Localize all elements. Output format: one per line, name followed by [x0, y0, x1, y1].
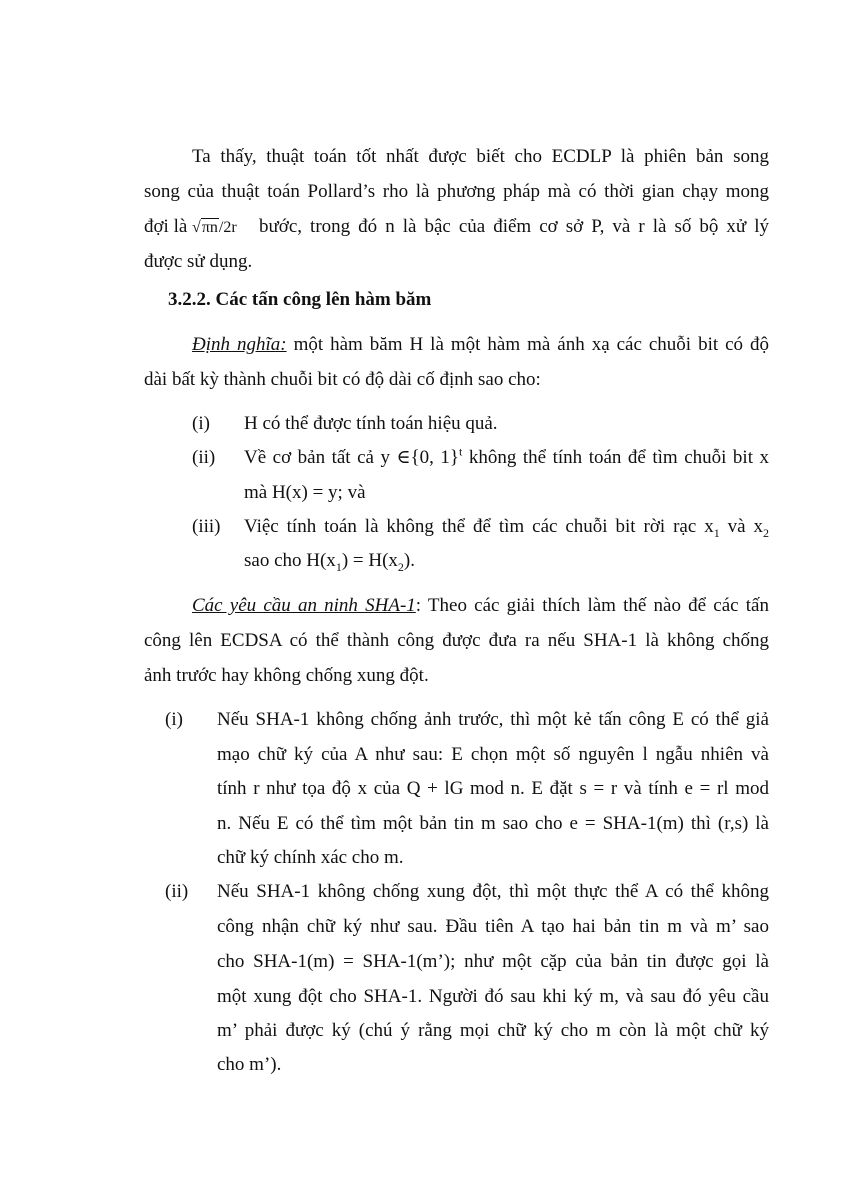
- sha-line-3: ảnh trước hay không chống xung đột.: [144, 665, 429, 686]
- sha-item-2-line-2: công nhận chữ ký như sau. Đầu tiên A tạo hai bản tin m và m’ sao: [217, 916, 769, 937]
- sha-label: Các yêu cầu an ninh SHA-1: [192, 595, 416, 616]
- sha-item-2-line-6: cho m’).: [217, 1054, 282, 1075]
- superscript-t: t: [459, 444, 463, 459]
- subscript-2: 2: [763, 525, 769, 540]
- sha-line-2: công lên ECDSA có thể thành công được đưa ra nếu SHA-1 là không chống: [144, 630, 769, 651]
- sha-item-2-line-3: cho SHA-1(m) = SHA-1(m’); như một cặp của bản tin được gọi là: [217, 951, 769, 972]
- def-item-3-line-2-b: ) = H(x: [341, 550, 398, 571]
- sha-item-2-number: (ii): [165, 881, 189, 902]
- sha-item-1-line-1: Nếu SHA-1 không chống ảnh trước, thì một kẻ tấn công E có thể giả: [217, 709, 769, 730]
- sha-item-1-line-2: mạo chữ ký của A như sau: E chọn một số nguyên l ngẫu nhiên và: [217, 744, 769, 765]
- paragraph-1-line-1: Ta thấy, thuật toán tốt nhất được biết cho ECDLP là phiên bản song: [192, 146, 769, 167]
- def-item-3-line-2: [244, 549, 415, 573]
- def-item-2-line-2: mà H(x) = y; và: [244, 482, 366, 503]
- def-item-3-line-2-c: ).: [403, 550, 415, 571]
- paragraph-1-line-4: được sử dụng.: [144, 251, 253, 272]
- def-item-2-line-1: [244, 446, 769, 470]
- subscript-1b: 1: [335, 559, 342, 574]
- sqrt-radicand: πn: [201, 219, 218, 236]
- sha-item-2-line-4: một xung đột cho SHA-1. Người đó sau khi ký m, và sau đó yêu cầu: [217, 986, 769, 1007]
- paragraph-1-line-3-end: bước, trong đó n là bậc của điểm cơ sở P, và r là số bộ xử lý: [259, 216, 769, 237]
- def-item-2-text-a: Về cơ bản tất cả y ∈{0, 1}: [244, 447, 460, 468]
- definition-line-2: dài bất kỳ thành chuỗi bit có độ dài cố định sao cho:: [144, 369, 541, 390]
- definition-label: Định nghĩa:: [192, 334, 287, 355]
- def-item-2-number: (ii): [192, 447, 216, 468]
- sha-item-1-line-4: n. Nếu E có thể tìm một bản tin m sao cho e = SHA-1(m) thì (r,s) là: [217, 813, 769, 834]
- def-item-3-text-a: Việc tính toán là không thể để tìm các chuỗi bit rời rạc x: [244, 516, 714, 537]
- def-item-1-number: (i): [192, 413, 210, 434]
- sha-item-1-line-3: tính r như tọa độ x của Q + lG mod n. E đặt s = r và tính e = rl mod: [217, 778, 769, 799]
- sha-item-2-line-5: m’ phải được ký (chú ý rằng mọi chữ ký cho m còn là một chữ ký: [217, 1020, 769, 1041]
- sha-item-1-line-5: chữ ký chính xác cho m.: [217, 847, 404, 868]
- def-item-3-text-b: và x: [719, 516, 763, 537]
- sha-line-1: [192, 594, 769, 618]
- sqrt-symbol: √: [192, 219, 201, 236]
- paragraph-1-line-2: song của thuật toán Pollard’s rho là phương pháp mà có thời gian chạy mong: [144, 181, 769, 202]
- sqrt-expression: [192, 218, 237, 236]
- def-item-2-text-b: không thể tính toán để tìm chuỗi bit x: [462, 447, 769, 468]
- sha-item-2-line-1: Nếu SHA-1 không chống xung đột, thì một thực thể A có thể không: [217, 881, 769, 902]
- definition-line-1: [192, 333, 769, 357]
- def-item-3-line-2-a: sao cho H(x: [244, 550, 336, 571]
- paragraph-1-line-3-start: đợi là: [144, 216, 188, 237]
- sha-line-1-text: : Theo các giải thích làm thế nào để các tấn: [415, 595, 769, 616]
- subscript-1: 1: [713, 525, 720, 540]
- definition-line-1-text: một hàm băm H là một hàm mà ánh xạ các chuỗi bit có độ: [286, 334, 770, 355]
- subscript-2b: 2: [397, 559, 404, 574]
- def-item-1-text: H có thể được tính toán hiệu quả.: [244, 413, 498, 434]
- sha-item-1-number: (i): [165, 709, 183, 730]
- paragraph-1-line-3: [144, 215, 237, 240]
- def-item-3-number: (iii): [192, 516, 221, 537]
- def-item-3-line-1: [244, 515, 769, 539]
- section-heading: 3.2.2. Các tấn công lên hàm băm: [168, 289, 432, 310]
- sqrt-denominator: /2r: [218, 219, 237, 236]
